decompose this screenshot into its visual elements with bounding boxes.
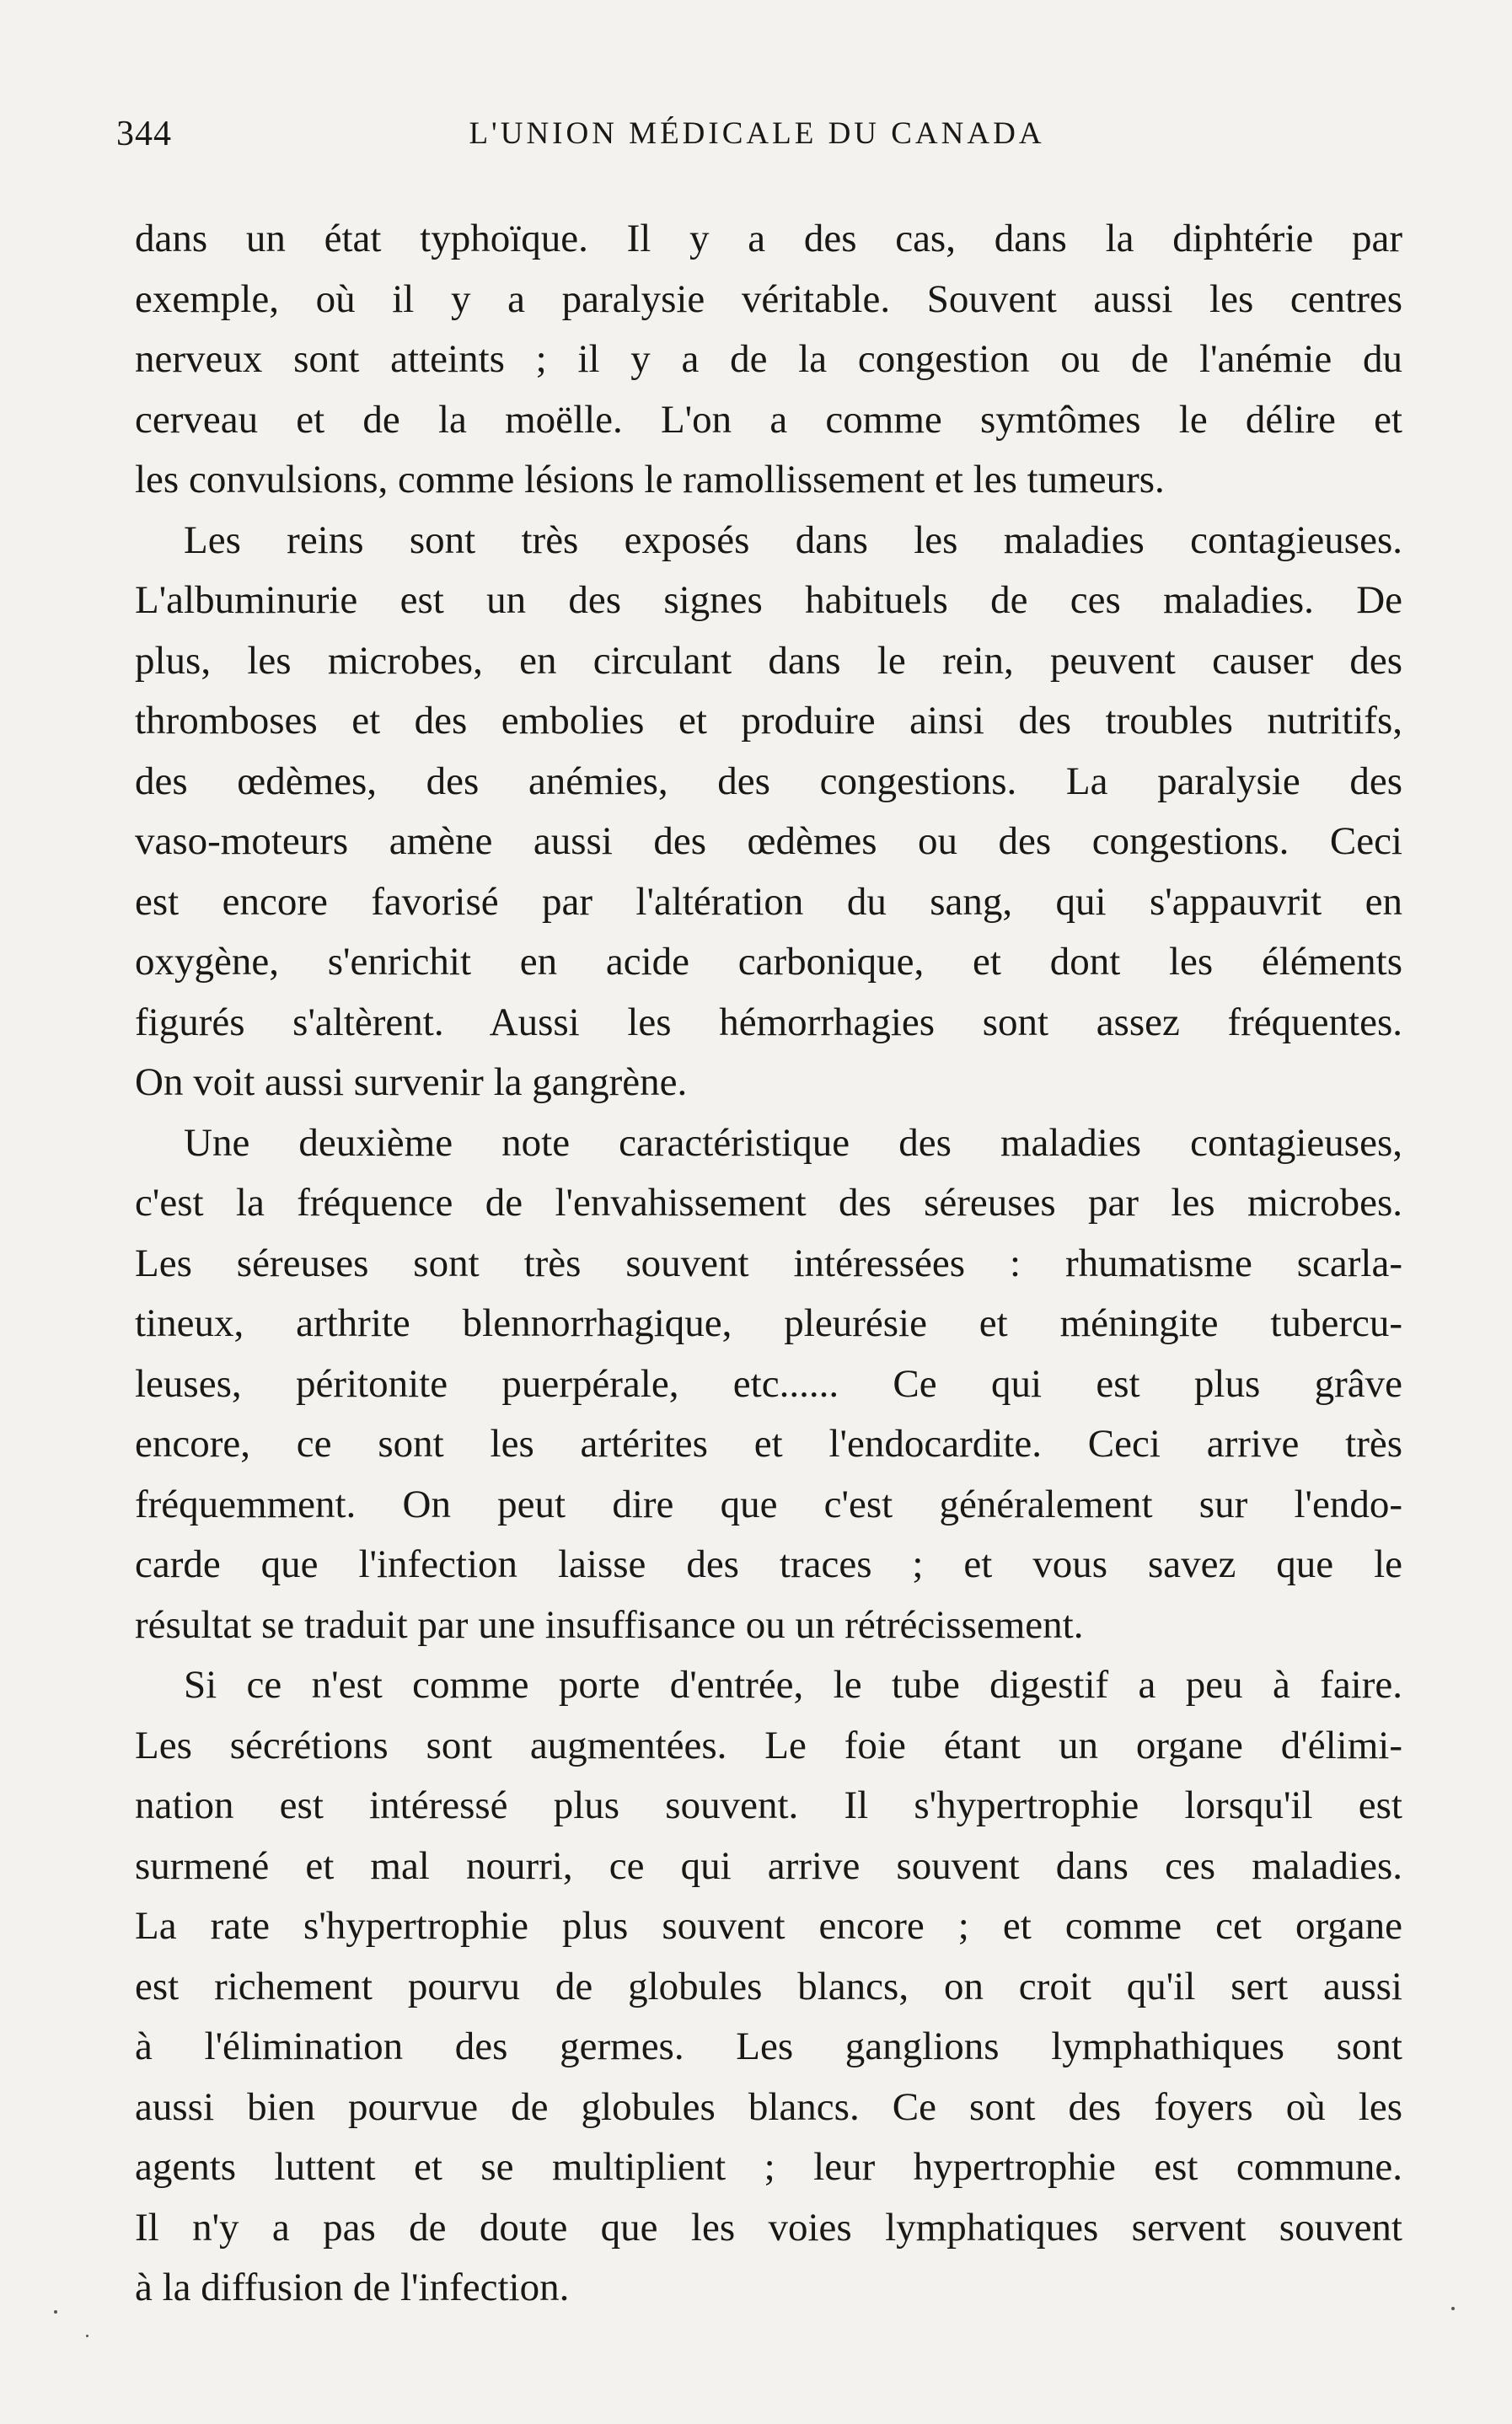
scan-speck — [54, 2310, 57, 2314]
text-line: exemple, où il y a paralysie véritable. Souvent aussi les centres — [135, 276, 1402, 321]
text-line: des œdèmes, des anémies, des congestions. La paralysie des — [135, 759, 1402, 803]
text-line: On voit aussi survenir la gangrène. — [135, 1060, 688, 1104]
text-line: encore, ce sont les artérites et l'endocardite. Ceci arrive très — [135, 1422, 1402, 1466]
text-line: Il n'y a pas de doute que les voies lymphatiques servent souvent — [135, 2205, 1402, 2250]
scan-speck — [86, 2335, 88, 2337]
page-number: 344 — [116, 115, 172, 153]
paragraph-2 — [135, 511, 1402, 1113]
page-header — [116, 113, 1397, 164]
text-line: aussi bien pourvue de globules blancs. Ce sont des foyers où les — [135, 2084, 1402, 2129]
text-line: Si ce n'est comme porte d'entrée, le tube digestif a peu à faire. — [184, 1663, 1402, 1707]
scan-speck — [1451, 2307, 1455, 2310]
text-line: fréquemment. On peut dire que c'est généralement sur l'endo- — [135, 1482, 1402, 1526]
text-line: leuses, péritonite puerpérale, etc...... Ce qui est plus grâve — [135, 1361, 1402, 1406]
text-line: Les sécrétions sont augmentées. Le foie étant un organe d'élimi- — [135, 1723, 1402, 1767]
text-line: les convulsions, comme lésions le ramollissement et les tumeurs. — [135, 458, 1165, 501]
text-line: plus, les microbes, en circulant dans le rein, peuvent causer des — [135, 638, 1402, 683]
text-line: oxygène, s'enrichit en acide carbonique, et dont les éléments — [135, 940, 1402, 984]
text-line: est richement pourvu de globules blancs, on croit qu'il sert aussi — [135, 1964, 1402, 2008]
text-line: à l'élimination des germes. Les ganglions lymphathiques sont — [135, 2024, 1402, 2068]
paragraph-1 — [135, 209, 1402, 511]
text-line: cerveau et de la moëlle. L'on a comme symtômes le délire et — [135, 397, 1402, 442]
text-line: L'albuminurie est un des signes habituels de ces maladies. De — [135, 578, 1402, 622]
paragraph-4 — [135, 1655, 1402, 2319]
text-line: thromboses et des embolies et produire ainsi des troubles nutritifs, — [135, 699, 1402, 743]
text-line: nation est intéressé plus souvent. Il s'hypertrophie lorsqu'il est — [135, 1783, 1402, 1827]
text-line: dans un état typhoïque. Il y a des cas, dans la diphtérie par — [135, 217, 1402, 260]
body-text — [135, 209, 1402, 2319]
text-line: surmené et mal nourri, ce qui arrive souvent dans ces maladies. — [135, 1843, 1402, 1888]
running-head: L'UNION MÉDICALE DU CANADA — [469, 116, 1045, 151]
text-line: figurés s'altèrent. Aussi les hémorrhagies sont assez fréquentes. — [135, 1000, 1402, 1044]
paragraph-3 — [135, 1113, 1402, 1656]
text-line: agents luttent et se multiplient ; leur hypertrophie est commune. — [135, 2145, 1402, 2189]
text-line: carde que l'infection laisse des traces ; et vous savez que le — [135, 1542, 1402, 1586]
text-line: est encore favorisé par l'altération du sang, qui s'appauvrit en — [135, 879, 1402, 924]
text-line: nerveux sont atteints ; il y a de la congestion ou de l'anémie du — [135, 337, 1402, 381]
text-line: à la diffusion de l'infection. — [135, 2266, 570, 2309]
text-line: c'est la fréquence de l'envahissement des séreuses par les microbes. — [135, 1181, 1402, 1225]
text-line: tineux, arthrite blennorrhagique, pleurésie et méningite tubercu- — [135, 1301, 1402, 1345]
text-line: La rate s'hypertrophie plus souvent encore ; et comme cet organe — [135, 1904, 1402, 1948]
text-line: résultat se traduit par une insuffisance ou un rétrécissement. — [135, 1602, 1084, 1647]
text-line: Les séreuses sont très souvent intéressées : rhumatisme scarla- — [135, 1241, 1402, 1285]
text-line: vaso-moteurs amène aussi des œdèmes ou des congestions. Ceci — [135, 819, 1402, 863]
text-line: Une deuxième note caractéristique des maladies contagieuses, — [184, 1120, 1402, 1165]
text-line: Les reins sont très exposés dans les maladies contagieuses. — [184, 518, 1402, 562]
